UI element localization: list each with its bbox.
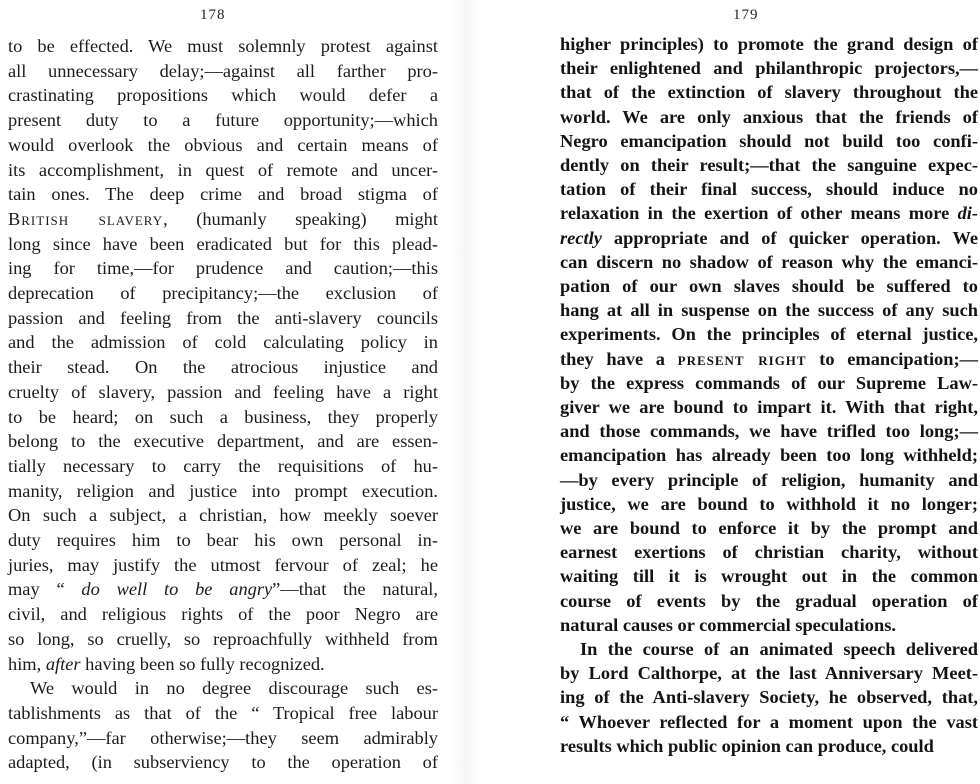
text-line: emancipation has already been too long withheld; <box>560 445 978 466</box>
text-line: higher principles) to promote the grand design of <box>560 34 978 54</box>
text-line: justice, we are bound to withhold it no longer; <box>560 493 978 514</box>
text-line: deprecation of precipitancy;—the exclusion of <box>8 283 438 303</box>
text-line: can discern no shadow of reason why the emanci- <box>560 251 978 272</box>
text-line: him, after having been so fully recognized. <box>8 653 325 674</box>
text-line: to be heard; on such a business, they properly <box>8 406 438 427</box>
text-line: giver we are bound to impart it. With that right, <box>560 397 978 417</box>
text-line: its accomplishment, in quest of remote and uncer- <box>8 159 438 180</box>
text-line: their stead. On the atrocious injustice and <box>8 357 438 378</box>
text-line: relaxation in the exertion of other means more di- <box>560 203 978 224</box>
text-line: waiting till it is wrought out in the common <box>560 566 978 587</box>
text-line: dently on their result;—that the sanguine expec- <box>560 155 978 175</box>
text-line: manity, religion and justice into prompt execution. <box>8 480 438 501</box>
text-line: tablishments as that of the “ Tropical free labour <box>8 702 438 723</box>
text-line: belong to the executive department, and are essen- <box>8 431 438 452</box>
left-page <box>0 0 470 784</box>
text-line: experiments. On the principles of eternal justice, <box>560 324 978 345</box>
text-line: civil, and religious rights of the poor Negro are <box>8 604 438 625</box>
text-line: long since have been eradicated but for this plead- <box>8 233 438 254</box>
text-line: and the admission of cold calculating policy in <box>8 332 438 353</box>
text-line: course of events by the gradual operation of <box>560 590 978 611</box>
text-line: results which public opinion can produce, could <box>560 735 934 756</box>
text-line: they have a present right to emancipation;— <box>560 348 978 369</box>
text-line: Negro emancipation should not build too confi- <box>560 130 978 151</box>
text-line: On such a subject, a christian, how meekly soever <box>8 505 438 526</box>
text-line: to be effected. We must solemnly protest against <box>8 36 438 56</box>
text-line: by Lord Calthorpe, at the last Anniversary Meet- <box>560 663 978 684</box>
right-page <box>470 0 980 784</box>
text-line: tially necessary to carry the requisitions of hu- <box>8 455 438 476</box>
text-line: rectly appropriate and of quicker operation. We <box>560 227 978 248</box>
text-line: would overlook the obvious and certain means of <box>8 134 438 155</box>
text-line: and those commands, we have trifled too long;— <box>560 421 978 442</box>
text-line: all unnecessary delay;—against all farther pro- <box>8 60 438 81</box>
page-number: 178 <box>200 7 226 23</box>
text-line: We would in no degree discourage such es- <box>30 678 438 699</box>
text-line: pation of our own slaves should be suffered to <box>560 276 978 296</box>
text-line: —by every principle of religion, humanity and <box>560 469 978 490</box>
text-line: may “ do well to be angry”—that the natural, <box>8 579 439 600</box>
text-line: world. We are only anxious that the friends of <box>560 106 978 127</box>
text-line: hang at all in suspense on the success of any such <box>560 300 978 321</box>
text-line: tation of their final success, should induce no <box>560 179 978 200</box>
text-line: duty requires him to bear his own personal in- <box>8 530 438 550</box>
text-line: their enlightened and philanthropic projectors,— <box>560 58 978 79</box>
text-line: In the course of an animated speech delivered <box>580 639 978 659</box>
text-line: British slavery, (humanly speaking) might <box>8 208 438 229</box>
text-line: juries, may justify the utmost fervour of zeal; he <box>8 554 438 575</box>
text-line: passion and feeling from the anti-slavery councils <box>8 307 438 328</box>
text-line: adapted, (in subserviency to the operation of <box>8 752 438 773</box>
text-line: present duty to a future opportunity;—which <box>8 110 438 131</box>
text-line: crastinating propositions which would defer a <box>8 85 438 106</box>
text-line: natural causes or commercial speculations. <box>560 614 896 635</box>
text-line: ing of the Anti-slavery Society, he observed, that, <box>560 687 978 708</box>
text-line: that of the extinction of slavery throughout the <box>560 82 978 103</box>
text-line: tain ones. The deep crime and broad stigma of <box>8 184 438 205</box>
text-line: company,”—far otherwise;—they seem admirably <box>8 727 438 748</box>
text-line: by the express commands of our Supreme Law- <box>560 372 978 393</box>
text-line: we are bound to enforce it by the prompt and <box>560 518 978 538</box>
text-line: ing for time,—for prudence and caution;—this <box>8 258 438 279</box>
text-line: cruelty of slavery, passion and feeling have a right <box>8 381 438 402</box>
text-line: earnest exertions of christian charity, without <box>560 542 978 563</box>
text-line: so long, so cruelly, so reproachfully withheld from <box>8 628 438 649</box>
page-number: 179 <box>733 7 759 23</box>
text-line: “ Whoever reflected for a moment upon the vast <box>560 711 978 732</box>
